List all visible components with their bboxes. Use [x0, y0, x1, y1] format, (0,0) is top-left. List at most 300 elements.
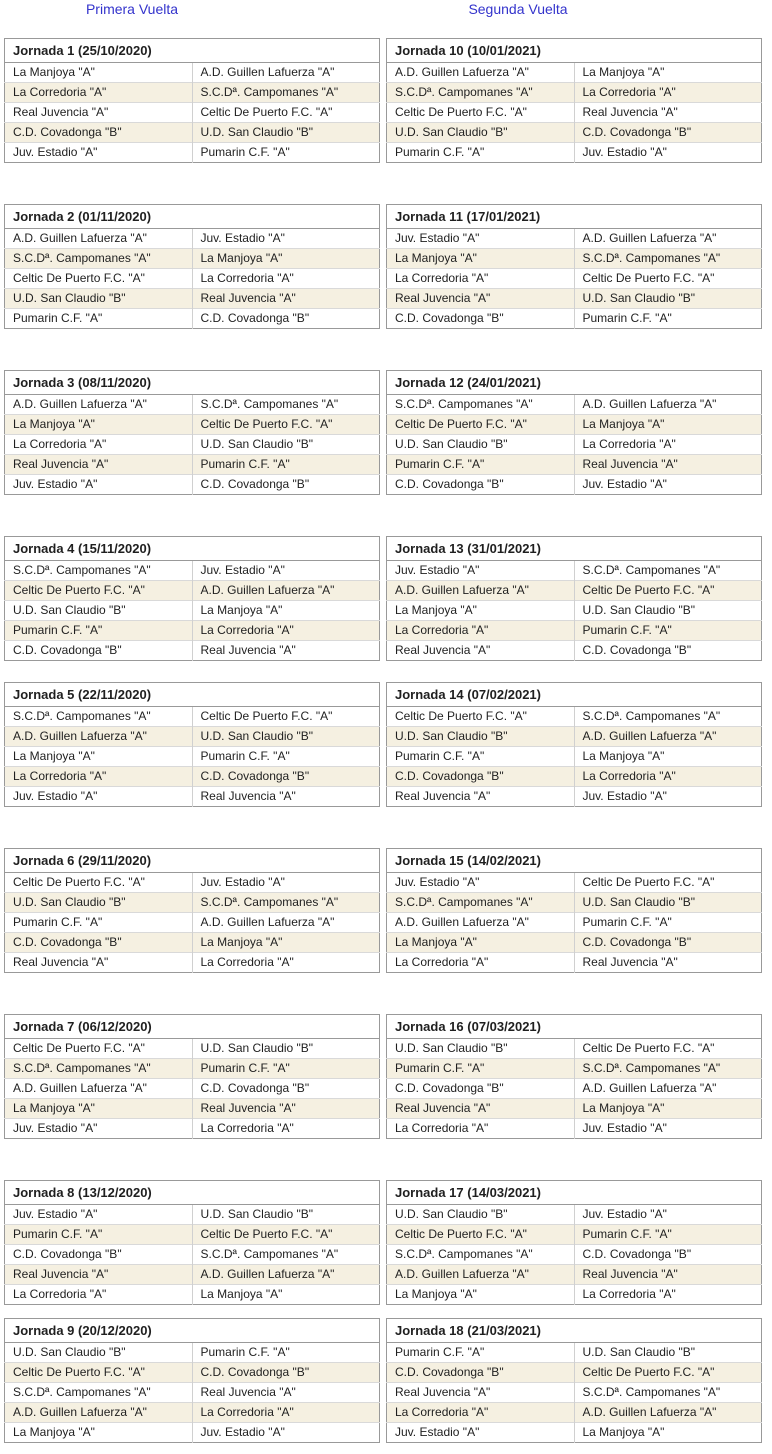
away-team: Juv. Estadio "A"	[574, 787, 762, 807]
home-team: La Manjoya "A"	[5, 747, 193, 767]
round-matches	[387, 561, 762, 661]
home-team: Celtic De Puerto F.C. "A"	[5, 873, 193, 893]
away-team: La Corredoria "A"	[192, 621, 380, 641]
home-team: S.C.Dª. Campomanes "A"	[5, 1059, 193, 1079]
match-row	[5, 249, 380, 269]
round-table	[386, 1014, 762, 1139]
round-pair-row	[4, 1318, 772, 1443]
round-title: Jornada 7 (06/12/2020)	[5, 1015, 380, 1039]
round-table	[386, 38, 762, 163]
match-row	[5, 621, 380, 641]
match-row	[5, 455, 380, 475]
round-title: Jornada 10 (10/01/2021)	[387, 39, 762, 63]
home-team: Real Juvencia "A"	[5, 103, 193, 123]
away-team: La Manjoya "A"	[574, 415, 762, 435]
away-team: La Corredoria "A"	[192, 953, 380, 973]
match-row	[387, 1343, 762, 1363]
home-team: S.C.Dª. Campomanes "A"	[5, 707, 193, 727]
away-team: S.C.Dª. Campomanes "A"	[192, 1245, 380, 1265]
match-row	[387, 787, 762, 807]
match-row	[387, 475, 762, 495]
away-team: Real Juvencia "A"	[192, 289, 380, 309]
match-row	[5, 1225, 380, 1245]
away-team: Celtic De Puerto F.C. "A"	[574, 1363, 762, 1383]
match-row	[387, 143, 762, 163]
match-row	[387, 1205, 762, 1225]
match-row	[387, 435, 762, 455]
match-row	[5, 641, 380, 661]
round-matches	[5, 395, 380, 495]
match-row	[5, 767, 380, 787]
away-team: Celtic De Puerto F.C. "A"	[574, 873, 762, 893]
away-team: Pumarin C.F. "A"	[574, 1225, 762, 1245]
round-matches	[387, 1343, 762, 1443]
home-team: C.D. Covadonga "B"	[387, 475, 575, 495]
match-row	[387, 269, 762, 289]
home-team: A.D. Guillen Lafuerza "A"	[5, 395, 193, 415]
match-row	[387, 229, 762, 249]
round-pair-row	[4, 848, 772, 973]
home-team: Juv. Estadio "A"	[387, 229, 575, 249]
away-team: Juv. Estadio "A"	[574, 1205, 762, 1225]
match-row	[387, 953, 762, 973]
away-team: Juv. Estadio "A"	[574, 143, 762, 163]
home-team: C.D. Covadonga "B"	[5, 933, 193, 953]
round-table	[386, 848, 762, 973]
match-row	[387, 1285, 762, 1305]
home-team: Pumarin C.F. "A"	[5, 309, 193, 329]
match-row	[387, 1079, 762, 1099]
match-row	[5, 1285, 380, 1305]
round-matches	[387, 395, 762, 495]
home-team: A.D. Guillen Lafuerza "A"	[5, 727, 193, 747]
round-header-row	[387, 371, 762, 395]
away-team: Juv. Estadio "A"	[574, 1119, 762, 1139]
home-team: La Corredoria "A"	[387, 621, 575, 641]
away-team: Juv. Estadio "A"	[574, 475, 762, 495]
home-team: S.C.Dª. Campomanes "A"	[387, 893, 575, 913]
round-header-row	[5, 683, 380, 707]
round-header-row	[387, 537, 762, 561]
match-row	[387, 103, 762, 123]
home-team: La Manjoya "A"	[5, 63, 193, 83]
round-table	[386, 536, 762, 661]
match-row	[387, 913, 762, 933]
away-team: A.D. Guillen Lafuerza "A"	[574, 395, 762, 415]
away-team: Juv. Estadio "A"	[192, 561, 380, 581]
away-team: La Corredoria "A"	[192, 1119, 380, 1139]
home-team: U.D. San Claudio "B"	[5, 1343, 193, 1363]
round-table	[386, 1318, 762, 1443]
match-row	[5, 63, 380, 83]
primera-vuelta-title[interactable]: Primera Vuelta	[85, 1, 179, 17]
match-row	[5, 415, 380, 435]
away-team: Pumarin C.F. "A"	[192, 1059, 380, 1079]
match-row	[5, 143, 380, 163]
home-team: Celtic De Puerto F.C. "A"	[387, 707, 575, 727]
segunda-vuelta-title[interactable]: Segunda Vuelta	[468, 1, 568, 17]
round-title: Jornada 8 (13/12/2020)	[5, 1181, 380, 1205]
round-table	[386, 682, 762, 807]
match-row	[5, 1079, 380, 1099]
match-row	[5, 581, 380, 601]
away-team: Pumarin C.F. "A"	[192, 143, 380, 163]
match-row	[387, 249, 762, 269]
round-matches	[5, 63, 380, 163]
home-team: Celtic De Puerto F.C. "A"	[387, 1225, 575, 1245]
match-row	[5, 1245, 380, 1265]
match-row	[387, 581, 762, 601]
match-row	[5, 289, 380, 309]
match-row	[5, 1039, 380, 1059]
away-team: Juv. Estadio "A"	[192, 1423, 380, 1443]
match-row	[5, 727, 380, 747]
home-team: Juv. Estadio "A"	[5, 1119, 193, 1139]
match-row	[5, 1343, 380, 1363]
away-team: C.D. Covadonga "B"	[192, 1079, 380, 1099]
away-team: Real Juvencia "A"	[192, 1099, 380, 1119]
away-team: U.D. San Claudio "B"	[192, 1039, 380, 1059]
home-team: Pumarin C.F. "A"	[387, 1343, 575, 1363]
away-team: Celtic De Puerto F.C. "A"	[192, 1225, 380, 1245]
away-team: Celtic De Puerto F.C. "A"	[574, 1039, 762, 1059]
away-team: U.D. San Claudio "B"	[574, 1343, 762, 1363]
match-row	[5, 873, 380, 893]
away-team: S.C.Dª. Campomanes "A"	[574, 1383, 762, 1403]
away-team: La Manjoya "A"	[574, 1099, 762, 1119]
home-team: C.D. Covadonga "B"	[387, 767, 575, 787]
away-team: Juv. Estadio "A"	[192, 229, 380, 249]
away-team: Pumarin C.F. "A"	[192, 1343, 380, 1363]
match-row	[387, 83, 762, 103]
round-table	[386, 1180, 762, 1305]
match-row	[387, 1423, 762, 1443]
match-row	[5, 787, 380, 807]
match-row	[387, 1403, 762, 1423]
home-team: C.D. Covadonga "B"	[5, 123, 193, 143]
away-team: S.C.Dª. Campomanes "A"	[574, 249, 762, 269]
away-team: U.D. San Claudio "B"	[574, 601, 762, 621]
away-team: U.D. San Claudio "B"	[192, 123, 380, 143]
match-row	[387, 1059, 762, 1079]
round-header-row	[5, 1015, 380, 1039]
round-matches	[5, 1039, 380, 1139]
match-row	[387, 1383, 762, 1403]
round-table	[4, 1318, 380, 1443]
round-header-row	[5, 1319, 380, 1343]
round-title: Jornada 17 (14/03/2021)	[387, 1181, 762, 1205]
away-team: Pumarin C.F. "A"	[192, 747, 380, 767]
match-row	[387, 621, 762, 641]
round-title: Jornada 2 (01/11/2020)	[5, 205, 380, 229]
home-team: Juv. Estadio "A"	[5, 143, 193, 163]
home-team: S.C.Dª. Campomanes "A"	[5, 1383, 193, 1403]
home-team: Pumarin C.F. "A"	[387, 143, 575, 163]
match-row	[387, 601, 762, 621]
match-row	[387, 1039, 762, 1059]
away-team: C.D. Covadonga "B"	[574, 1245, 762, 1265]
away-team: A.D. Guillen Lafuerza "A"	[192, 913, 380, 933]
round-header-row	[387, 683, 762, 707]
away-team: La Manjoya "A"	[192, 601, 380, 621]
match-row	[5, 395, 380, 415]
match-row	[387, 707, 762, 727]
away-team: Celtic De Puerto F.C. "A"	[574, 581, 762, 601]
home-team: La Manjoya "A"	[387, 601, 575, 621]
round-title: Jornada 4 (15/11/2020)	[5, 537, 380, 561]
home-team: U.D. San Claudio "B"	[387, 123, 575, 143]
home-team: La Manjoya "A"	[387, 249, 575, 269]
round-pair-row	[4, 1014, 772, 1139]
round-matches	[387, 707, 762, 807]
away-team: A.D. Guillen Lafuerza "A"	[574, 727, 762, 747]
round-matches	[5, 873, 380, 973]
home-team: C.D. Covadonga "B"	[387, 1079, 575, 1099]
home-team: Pumarin C.F. "A"	[387, 1059, 575, 1079]
home-team: Pumarin C.F. "A"	[5, 621, 193, 641]
round-header-row	[5, 371, 380, 395]
away-team: A.D. Guillen Lafuerza "A"	[574, 1079, 762, 1099]
round-table	[4, 38, 380, 163]
home-team: Real Juvencia "A"	[5, 1265, 193, 1285]
round-title: Jornada 14 (07/02/2021)	[387, 683, 762, 707]
away-team: Pumarin C.F. "A"	[192, 455, 380, 475]
round-header-row	[387, 205, 762, 229]
round-title: Jornada 12 (24/01/2021)	[387, 371, 762, 395]
home-team: Celtic De Puerto F.C. "A"	[5, 1039, 193, 1059]
away-team: Real Juvencia "A"	[574, 103, 762, 123]
home-team: La Corredoria "A"	[387, 269, 575, 289]
away-team: C.D. Covadonga "B"	[192, 475, 380, 495]
away-team: La Corredoria "A"	[192, 1403, 380, 1423]
round-matches	[5, 561, 380, 661]
home-team: Juv. Estadio "A"	[5, 787, 193, 807]
home-team: Real Juvencia "A"	[387, 787, 575, 807]
round-title: Jornada 11 (17/01/2021)	[387, 205, 762, 229]
match-row	[5, 1363, 380, 1383]
match-row	[387, 415, 762, 435]
match-row	[387, 1225, 762, 1245]
round-title: Jornada 13 (31/01/2021)	[387, 537, 762, 561]
match-row	[387, 289, 762, 309]
away-team: A.D. Guillen Lafuerza "A"	[192, 581, 380, 601]
home-team: Celtic De Puerto F.C. "A"	[5, 581, 193, 601]
away-team: U.D. San Claudio "B"	[192, 1205, 380, 1225]
away-team: Real Juvencia "A"	[574, 1265, 762, 1285]
home-team: La Corredoria "A"	[5, 767, 193, 787]
round-matches	[5, 1205, 380, 1305]
away-team: C.D. Covadonga "B"	[192, 767, 380, 787]
match-row	[5, 1099, 380, 1119]
away-team: Pumarin C.F. "A"	[574, 913, 762, 933]
match-row	[5, 229, 380, 249]
match-row	[387, 561, 762, 581]
home-team: Celtic De Puerto F.C. "A"	[387, 103, 575, 123]
home-team: Real Juvencia "A"	[5, 455, 193, 475]
rounds-grid	[0, 38, 772, 1443]
home-team: La Manjoya "A"	[5, 1099, 193, 1119]
away-team: C.D. Covadonga "B"	[574, 933, 762, 953]
match-row	[387, 1119, 762, 1139]
home-team: Pumarin C.F. "A"	[5, 1225, 193, 1245]
away-team: U.D. San Claudio "B"	[574, 893, 762, 913]
away-team: S.C.Dª. Campomanes "A"	[192, 893, 380, 913]
home-team: Juv. Estadio "A"	[387, 873, 575, 893]
match-row	[387, 873, 762, 893]
match-row	[5, 475, 380, 495]
match-row	[5, 269, 380, 289]
away-team: La Corredoria "A"	[574, 83, 762, 103]
home-team: Celtic De Puerto F.C. "A"	[5, 269, 193, 289]
away-team: S.C.Dª. Campomanes "A"	[574, 1059, 762, 1079]
home-team: S.C.Dª. Campomanes "A"	[387, 83, 575, 103]
away-team: S.C.Dª. Campomanes "A"	[574, 707, 762, 727]
round-matches	[5, 229, 380, 329]
match-row	[5, 913, 380, 933]
home-team: A.D. Guillen Lafuerza "A"	[5, 1403, 193, 1423]
match-row	[387, 641, 762, 661]
away-team: La Manjoya "A"	[192, 1285, 380, 1305]
home-team: La Manjoya "A"	[387, 933, 575, 953]
round-pair-row	[4, 370, 772, 495]
match-row	[387, 395, 762, 415]
home-team: Real Juvencia "A"	[387, 1383, 575, 1403]
home-team: S.C.Dª. Campomanes "A"	[5, 249, 193, 269]
match-row	[5, 893, 380, 913]
round-matches	[387, 63, 762, 163]
round-header-row	[387, 1319, 762, 1343]
match-row	[387, 123, 762, 143]
round-pair-row	[4, 204, 772, 329]
round-matches	[5, 707, 380, 807]
match-row	[387, 1099, 762, 1119]
home-team: S.C.Dª. Campomanes "A"	[5, 561, 193, 581]
match-row	[387, 455, 762, 475]
match-row	[5, 747, 380, 767]
round-header-row	[387, 849, 762, 873]
home-team: La Corredoria "A"	[387, 1403, 575, 1423]
round-header-row	[387, 1015, 762, 1039]
home-team: C.D. Covadonga "B"	[387, 1363, 575, 1383]
round-pair-row	[4, 536, 772, 661]
round-header-row	[5, 1181, 380, 1205]
match-row	[5, 1059, 380, 1079]
round-table	[4, 848, 380, 973]
home-team: U.D. San Claudio "B"	[387, 1039, 575, 1059]
home-team: La Corredoria "A"	[5, 83, 193, 103]
away-team: Celtic De Puerto F.C. "A"	[574, 269, 762, 289]
home-team: La Corredoria "A"	[387, 1119, 575, 1139]
home-team: U.D. San Claudio "B"	[387, 435, 575, 455]
home-team: Celtic De Puerto F.C. "A"	[387, 415, 575, 435]
away-team: Real Juvencia "A"	[574, 455, 762, 475]
round-title: Jornada 15 (14/02/2021)	[387, 849, 762, 873]
match-row	[5, 561, 380, 581]
match-row	[387, 767, 762, 787]
round-pair-row	[4, 682, 772, 807]
away-team: S.C.Dª. Campomanes "A"	[574, 561, 762, 581]
away-team: Real Juvencia "A"	[192, 787, 380, 807]
round-table	[4, 1014, 380, 1139]
round-matches	[5, 1343, 380, 1443]
away-team: Pumarin C.F. "A"	[574, 309, 762, 329]
home-team: La Manjoya "A"	[5, 415, 193, 435]
round-title: Jornada 18 (21/03/2021)	[387, 1319, 762, 1343]
away-team: S.C.Dª. Campomanes "A"	[192, 83, 380, 103]
away-team: La Corredoria "A"	[192, 269, 380, 289]
round-header-row	[5, 849, 380, 873]
round-title: Jornada 16 (07/03/2021)	[387, 1015, 762, 1039]
round-title: Jornada 9 (20/12/2020)	[5, 1319, 380, 1343]
home-team: La Corredoria "A"	[5, 435, 193, 455]
away-team: La Manjoya "A"	[574, 63, 762, 83]
match-row	[5, 933, 380, 953]
round-header-row	[5, 537, 380, 561]
match-row	[387, 933, 762, 953]
round-matches	[387, 1039, 762, 1139]
away-team: C.D. Covadonga "B"	[574, 641, 762, 661]
match-row	[5, 707, 380, 727]
away-team: La Corredoria "A"	[574, 435, 762, 455]
round-table	[4, 536, 380, 661]
home-team: C.D. Covadonga "B"	[5, 641, 193, 661]
match-row	[5, 1205, 380, 1225]
match-row	[5, 435, 380, 455]
match-row	[5, 103, 380, 123]
away-team: Real Juvencia "A"	[192, 641, 380, 661]
away-team: A.D. Guillen Lafuerza "A"	[574, 1403, 762, 1423]
vuelta-titles-row	[0, 1, 772, 17]
home-team: Real Juvencia "A"	[5, 953, 193, 973]
away-team: S.C.Dª. Campomanes "A"	[192, 395, 380, 415]
round-title: Jornada 3 (08/11/2020)	[5, 371, 380, 395]
home-team: Pumarin C.F. "A"	[387, 747, 575, 767]
round-title: Jornada 5 (22/11/2020)	[5, 683, 380, 707]
home-team: U.D. San Claudio "B"	[5, 893, 193, 913]
match-row	[387, 1265, 762, 1285]
match-row	[5, 309, 380, 329]
home-team: A.D. Guillen Lafuerza "A"	[387, 1265, 575, 1285]
away-team: U.D. San Claudio "B"	[192, 435, 380, 455]
home-team: A.D. Guillen Lafuerza "A"	[5, 1079, 193, 1099]
away-team: A.D. Guillen Lafuerza "A"	[192, 1265, 380, 1285]
home-team: Juv. Estadio "A"	[5, 475, 193, 495]
round-table	[386, 370, 762, 495]
away-team: Celtic De Puerto F.C. "A"	[192, 415, 380, 435]
home-team: La Corredoria "A"	[387, 953, 575, 973]
match-row	[5, 953, 380, 973]
away-team: Pumarin C.F. "A"	[574, 621, 762, 641]
away-team: Celtic De Puerto F.C. "A"	[192, 103, 380, 123]
away-team: Real Juvencia "A"	[192, 1383, 380, 1403]
away-team: Celtic De Puerto F.C. "A"	[192, 707, 380, 727]
round-table	[4, 682, 380, 807]
round-header-row	[5, 205, 380, 229]
away-team: C.D. Covadonga "B"	[192, 1363, 380, 1383]
home-team: La Manjoya "A"	[5, 1423, 193, 1443]
away-team: La Manjoya "A"	[192, 933, 380, 953]
away-team: La Manjoya "A"	[574, 1423, 762, 1443]
round-table	[386, 204, 762, 329]
home-team: Pumarin C.F. "A"	[5, 913, 193, 933]
home-team: Real Juvencia "A"	[387, 289, 575, 309]
home-team: A.D. Guillen Lafuerza "A"	[387, 63, 575, 83]
home-team: A.D. Guillen Lafuerza "A"	[5, 229, 193, 249]
match-row	[5, 123, 380, 143]
round-matches	[387, 873, 762, 973]
away-team: U.D. San Claudio "B"	[574, 289, 762, 309]
away-team: La Manjoya "A"	[574, 747, 762, 767]
